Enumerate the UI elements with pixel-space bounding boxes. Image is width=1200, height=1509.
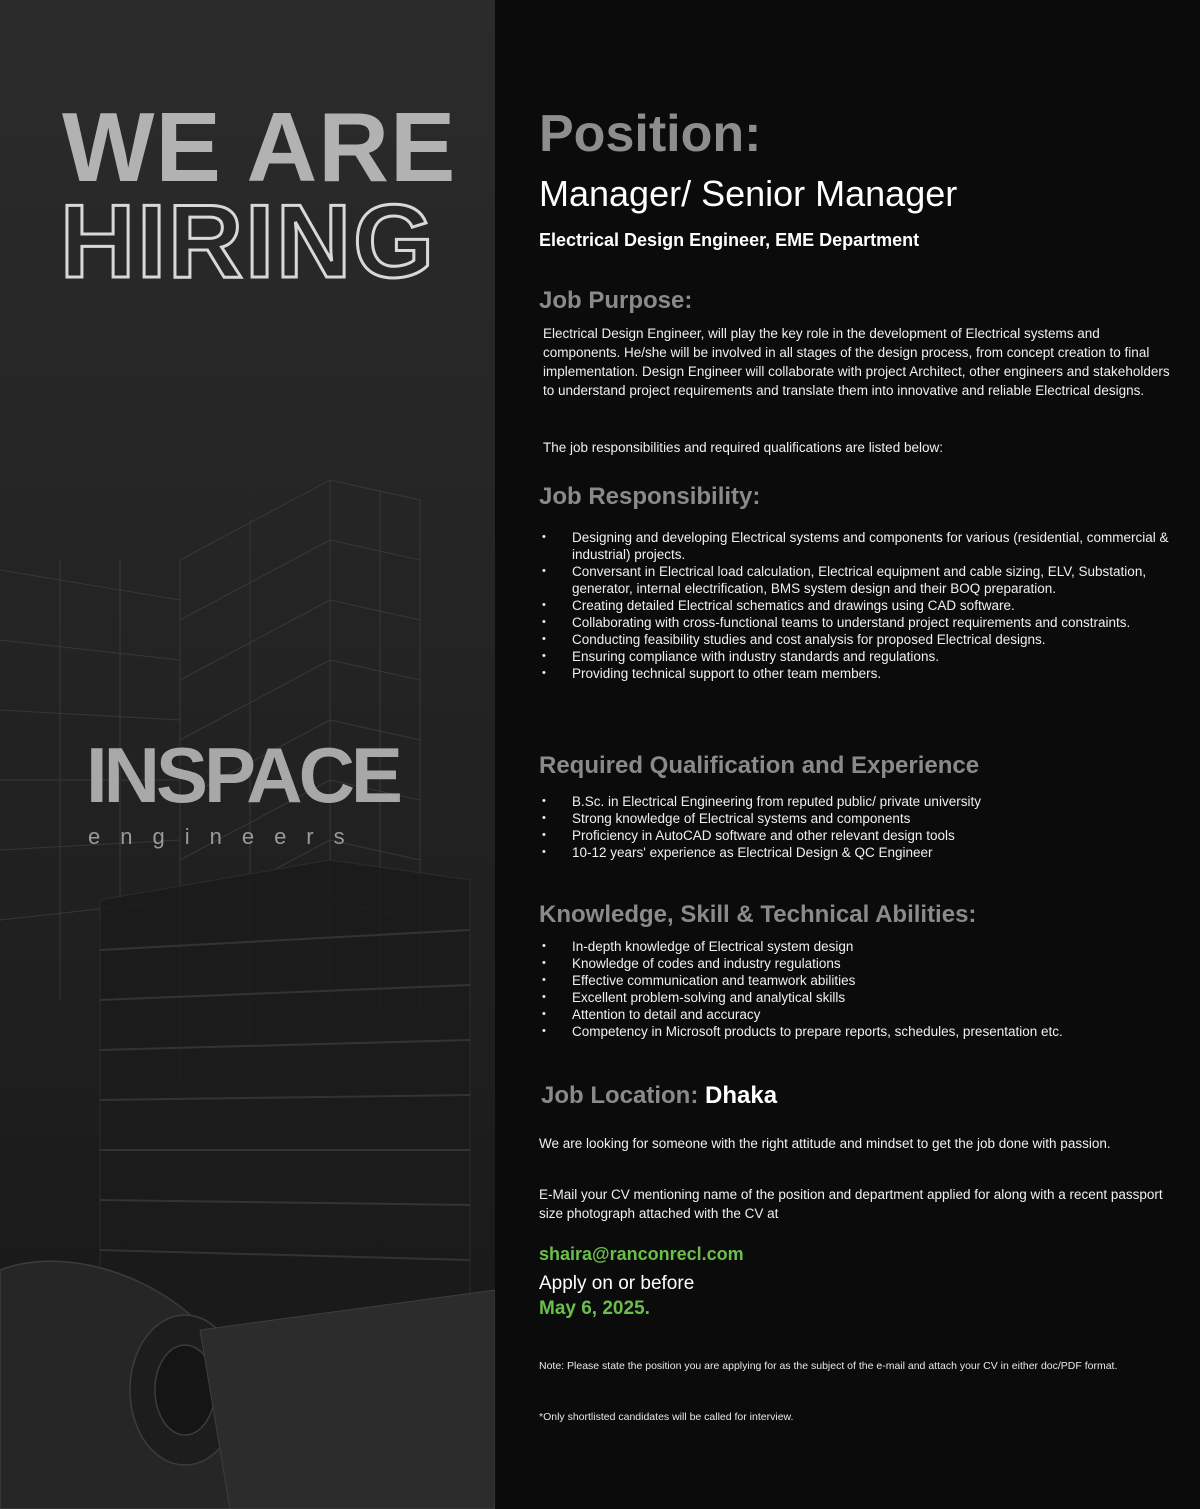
list-item: • Providing technical support to other team members. <box>540 665 1180 682</box>
list-item: • In-depth knowledge of Electrical system design <box>540 938 1180 955</box>
contact-email[interactable]: shaira@ranconrecl.com <box>539 1244 744 1264</box>
list-item: • Designing and developing Electrical systems and components for various (residential, commercial & industrial) projects. <box>540 529 1180 563</box>
list-item: • B.Sc. in Electrical Engineering from reputed public/ private university <box>540 793 1180 810</box>
company-logo-subtitle: engineers <box>88 824 365 849</box>
position-department: Electrical Design Engineer, EME Department <box>539 230 920 250</box>
location-row <box>541 1084 777 1108</box>
responsibility-list <box>540 529 1180 682</box>
list-item: • Knowledge of codes and industry regulations <box>540 955 1180 972</box>
list-item: • Strong knowledge of Electrical systems and components <box>540 810 1180 827</box>
location-value: Dhaka <box>705 1082 778 1109</box>
list-item: • Creating detailed Electrical schematics and drawings using CAD software. <box>540 597 1180 614</box>
list-item: • Collaborating with cross-functional teams to understand project requirements and constraints. <box>540 614 1180 631</box>
shortlist-note: *Only shortlisted candidates will be called for interview. <box>539 1411 794 1423</box>
deadline-date: May 6, 2025. <box>539 1298 650 1319</box>
list-item: • Conversant in Electrical load calculation, Electrical equipment and cable sizing, ELV, Substation, generator, internal electrification, BMS system design and their BOQ preparation. <box>540 563 1180 597</box>
headline-we-are: WE ARE <box>62 92 457 202</box>
job-purpose-text: Electrical Design Engineer, will play the key role in the development of Electrical systems and components. He/she will be involved in all stages of the design process, from concept creation to final implementation. Design Engineer will collaborate with project Architect, other engineers and stakeholders to understand project requirements and translate them into innovative and reliable Electrical designs. <box>543 326 1170 398</box>
list-item: • Effective communication and teamwork abilities <box>540 972 1180 989</box>
job-purpose-heading: Job Purpose: <box>539 287 693 314</box>
list-item: • Ensuring compliance with industry standards and regulations. <box>540 648 1180 665</box>
qualification-heading: Required Qualification and Experience <box>539 752 980 779</box>
knowledge-heading: Knowledge, Skill & Technical Abilities: <box>539 901 977 928</box>
list-item: • Proficiency in AutoCAD software and other relevant design tools <box>540 827 1180 844</box>
list-item: • Excellent problem-solving and analytical skills <box>540 989 1180 1006</box>
headline-hiring: HIRING <box>60 184 436 300</box>
deadline-label: Apply on or before <box>539 1273 695 1294</box>
responsibility-heading: Job Responsibility: <box>539 483 761 510</box>
company-logo: INSPACE <box>86 731 399 819</box>
list-item: • 10-12 years' experience as Electrical Design & QC Engineer <box>540 844 1180 861</box>
note-text: Note: Please state the position you are applying for as the subject of the e-mail and attach your CV in either doc/PDF format. <box>539 1360 1118 1372</box>
position-label: Position: <box>539 105 762 163</box>
knowledge-list <box>540 938 1180 1040</box>
location-label: Job Location: <box>541 1082 699 1109</box>
job-purpose-text-2: The job responsibilities and required qualifications are listed below: <box>543 440 943 455</box>
list-item: • Competency in Microsoft products to prepare reports, schedules, presentation etc. <box>540 1023 1180 1040</box>
apply-text-1: We are looking for someone with the right attitude and mindset to get the job done with passion. <box>539 1136 1111 1151</box>
left-panel <box>0 0 495 1509</box>
apply-text-2: E-Mail your CV mentioning name of the position and department applied for along with a recent passport size photograph attached with the CV at <box>539 1187 1163 1221</box>
list-item: • Attention to detail and accuracy <box>540 1006 1180 1023</box>
list-item: • Conducting feasibility studies and cost analysis for proposed Electrical designs. <box>540 631 1180 648</box>
qualification-list <box>540 793 1180 861</box>
position-title: Manager/ Senior Manager <box>539 173 958 214</box>
